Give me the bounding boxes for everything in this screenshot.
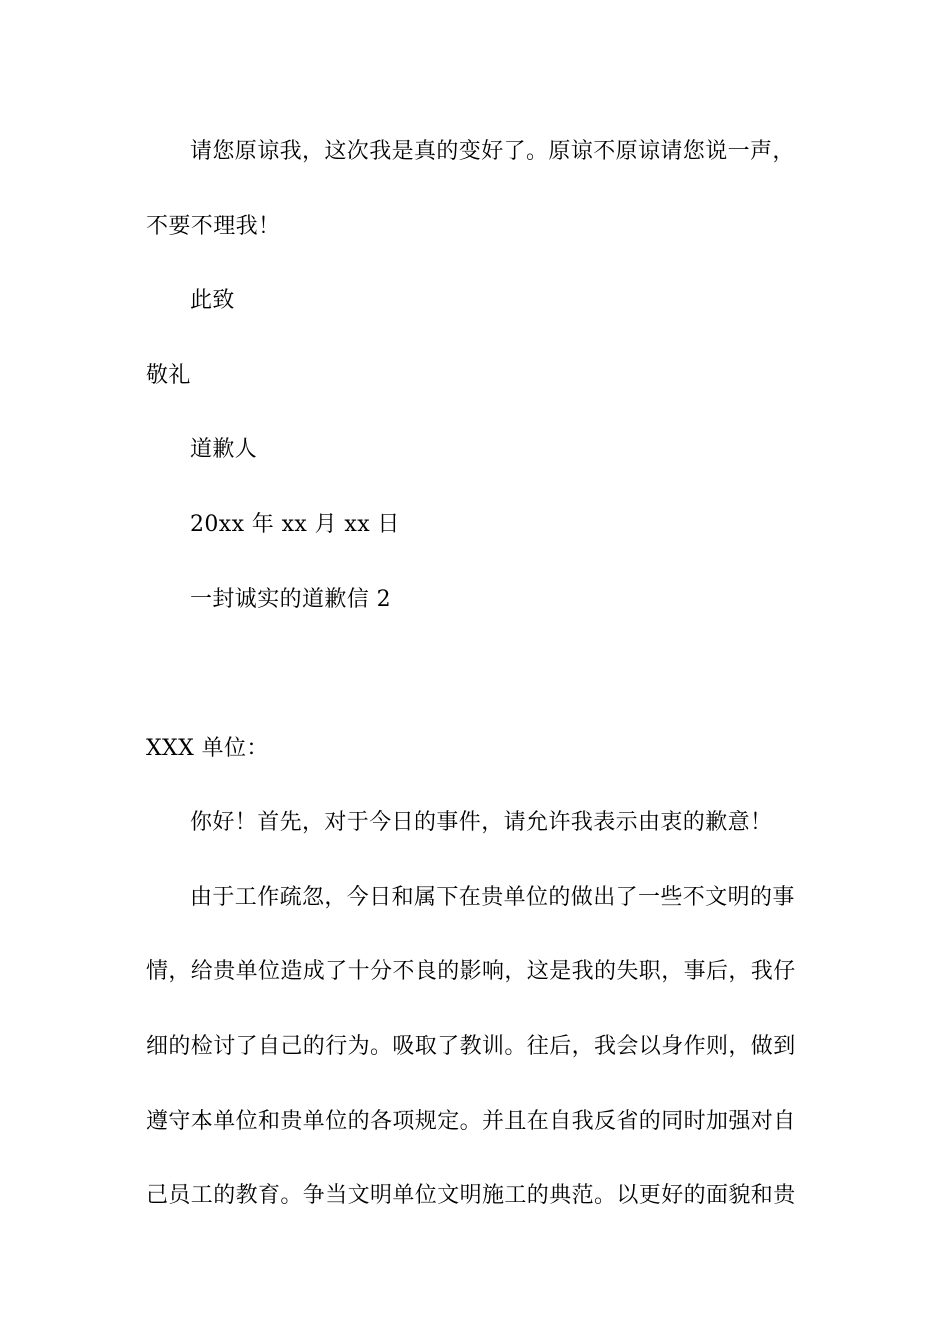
- signature-label: 道歉人: [190, 437, 258, 462]
- paragraph-line: 你好！首先，对于今日的事件，请允许我表示由衷的歉意！: [190, 810, 773, 835]
- closing-regards: 敬礼: [146, 363, 191, 388]
- date-line: 20xx 年 xx 月 xx 日: [190, 512, 400, 537]
- paragraph-line: 己员工的教育。争当文明单位文明施工的典范。以更好的面貌和贵: [146, 1183, 796, 1208]
- recipient-line: XXX 单位：: [146, 736, 269, 761]
- paragraph-line: 由于工作疏忽，今日和属下在贵单位的做出了一些不文明的事: [190, 885, 795, 910]
- closing-salutation: 此致: [190, 288, 235, 313]
- paragraph-line: 情，给贵单位造成了十分不良的影响，这是我的失职，事后，我仔: [146, 959, 796, 984]
- paragraph-line: 不要不理我！: [146, 214, 281, 239]
- paragraph-line: 请您原谅我，这次我是真的变好了。原谅不原谅请您说一声，: [190, 139, 795, 164]
- paragraph-line: 细的检讨了自己的行为。吸取了教训。往后，我会以身作则，做到: [146, 1034, 796, 1059]
- section-title: 一封诚实的道歉信 2: [190, 587, 391, 612]
- paragraph-line: 遵守本单位和贵单位的各项规定。并且在自我反省的同时加强对自: [146, 1109, 796, 1134]
